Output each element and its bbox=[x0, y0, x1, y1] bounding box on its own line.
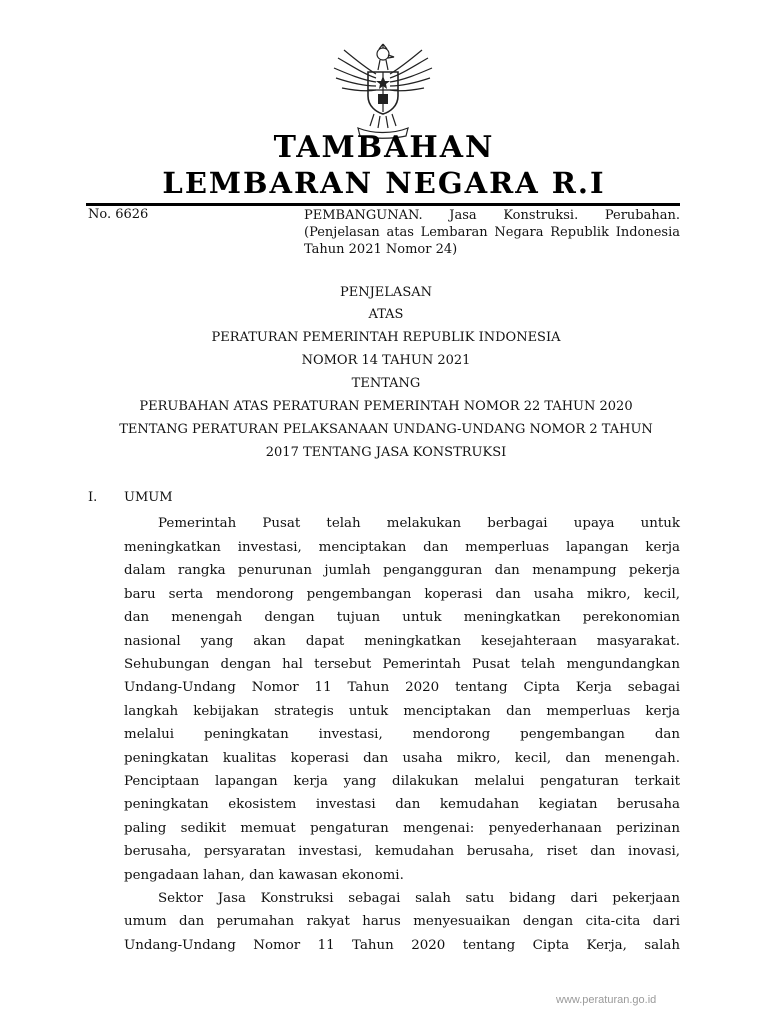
body-line: Undang-Undang Nomor 11 Tahun 2020 tentang Cipta Kerja, salah bbox=[124, 938, 680, 953]
body-line: meningkatkan investasi, menciptakan dan memperluas lapangan kerja bbox=[124, 540, 680, 555]
footer-url: www.peraturan.go.id bbox=[556, 994, 657, 1006]
regulation-about-label: TENTANG bbox=[351, 376, 421, 391]
body-line: Penciptaan lapangan kerja yang dilakukan melalui pengaturan terkait bbox=[124, 774, 680, 789]
body-line: berusaha, persyaratan investasi, kemudahan berusaha, riset dan inovasi, bbox=[124, 844, 680, 859]
document-title: TAMBAHAN bbox=[273, 130, 495, 165]
body-line: dalam rangka penurunan jumlah pengangguran dan menampung pekerja bbox=[124, 563, 680, 578]
body-line: pengadaan lahan, dan kawasan ekonomi. bbox=[124, 868, 404, 883]
explanation-heading: ATAS bbox=[368, 307, 404, 322]
body-line: dan menengah dengan tujuan untuk meningkatkan perekonomian bbox=[124, 610, 680, 625]
body-line: paling sedikit memuat pengaturan mengenai: penyederhanaan perizinan bbox=[124, 821, 680, 836]
body-line: Sektor Jasa Konstruksi sebagai salah satu bidang dari pekerjaan bbox=[158, 891, 680, 906]
body-line: baru serta mendorong pengembangan koperasi dan usaha mikro, kecil, bbox=[124, 587, 680, 602]
body-line: umum dan perumahan rakyat harus menyesuaikan dengan cita-cita dari bbox=[124, 914, 680, 929]
garuda-emblem-icon bbox=[328, 40, 438, 140]
gazette-topic: PEMBANGUNAN. Jasa Konstruksi. Perubahan. (Penjelasan atas Lembaran Negara Republik Indonesia Tahun 2021 Nomor 24) bbox=[304, 208, 680, 257]
explanation-heading: PENJELASAN bbox=[339, 285, 432, 300]
document-subtitle: LEMBARAN NEGARA R.I bbox=[162, 166, 606, 200]
regulation-subject: 2017 TENTANG JASA KONSTRUKSI bbox=[265, 445, 507, 460]
regulation-subject: TENTANG PERATURAN PELAKSANAAN UNDANG-UNDANG NOMOR 2 TAHUN bbox=[119, 422, 653, 437]
section-number: I. bbox=[88, 490, 98, 505]
regulation-number: NOMOR 14 TAHUN 2021 bbox=[301, 353, 471, 368]
title-divider bbox=[86, 203, 680, 206]
body-line: peningkatan ekosistem investasi dan kemudahan kegiatan berusaha bbox=[124, 797, 680, 812]
regulation-subject: PERUBAHAN ATAS PERATURAN PEMERINTAH NOMOR 22 TAHUN 2020 bbox=[139, 399, 633, 414]
regulation-name: PERATURAN PEMERINTAH REPUBLIK INDONESIA bbox=[211, 330, 561, 345]
section-title: UMUM bbox=[124, 490, 173, 505]
gazette-number: No. 6626 bbox=[88, 207, 149, 222]
body-line: Pemerintah Pusat telah melakukan berbagai upaya untuk bbox=[158, 516, 680, 531]
body-line: Undang-Undang Nomor 11 Tahun 2020 tentang Cipta Kerja sebagai bbox=[124, 680, 680, 695]
body-line: melalui peningkatan investasi, mendorong pengembangan dan bbox=[124, 727, 680, 742]
body-line: peningkatan kualitas koperasi dan usaha mikro, kecil, dan menengah. bbox=[124, 751, 680, 766]
body-line: nasional yang akan dapat meningkatkan kesejahteraan masyarakat. bbox=[124, 634, 680, 649]
body-line: Sehubungan dengan hal tersebut Pemerintah Pusat telah mengundangkan bbox=[124, 657, 680, 672]
body-line: langkah kebijakan strategis untuk menciptakan dan memperluas kerja bbox=[124, 704, 680, 719]
